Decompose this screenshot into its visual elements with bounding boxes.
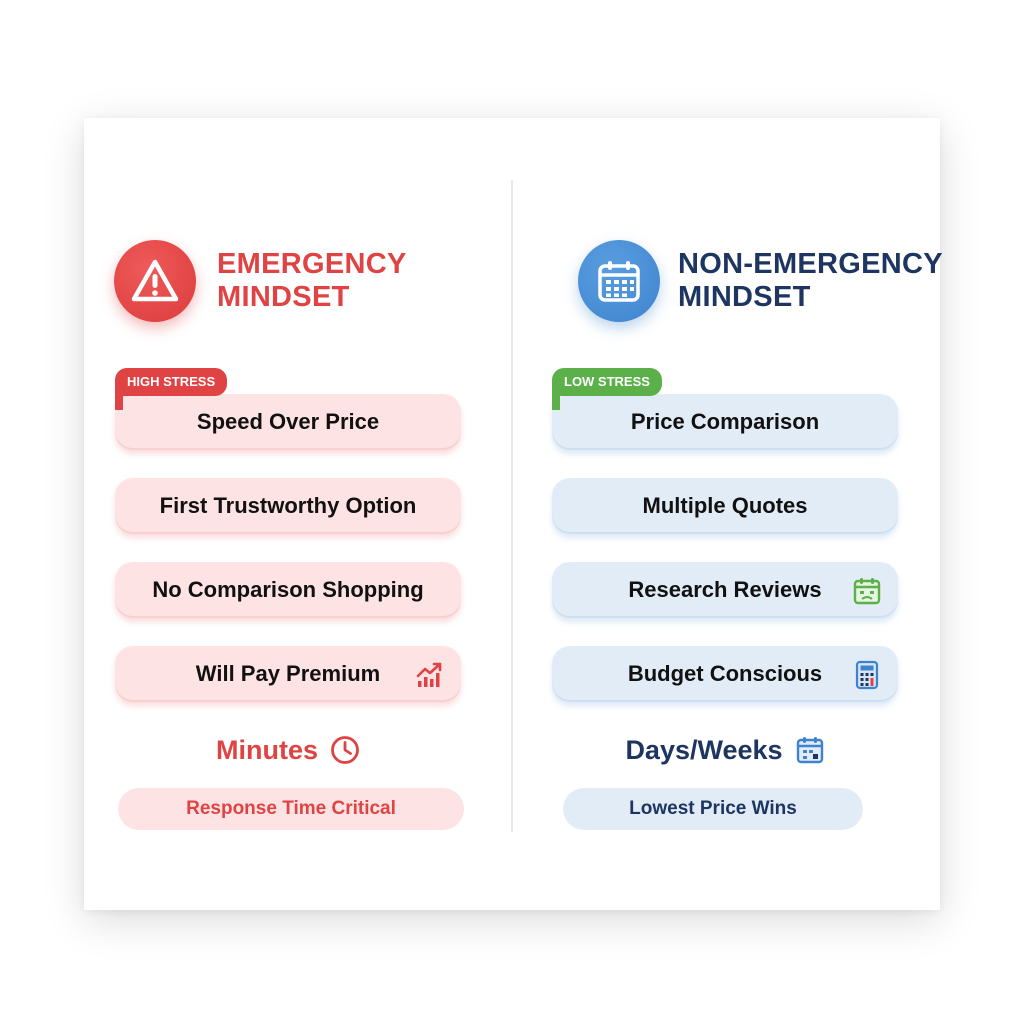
item-label: Price Comparison <box>630 409 820 434</box>
low-stress-tag: LOW STRESS <box>552 368 662 396</box>
non-emergency-item <box>552 478 898 534</box>
item-label: First Trustworthy Option <box>159 493 417 518</box>
item-label: No Comparison Shopping <box>152 577 424 602</box>
trending-up-icon <box>415 660 445 690</box>
item-label: Will Pay Premium <box>195 661 381 686</box>
review-calendar-icon <box>852 576 882 606</box>
calendar-icon <box>795 735 825 765</box>
non-emergency-item <box>552 646 898 702</box>
item-label: Multiple Quotes <box>642 493 808 518</box>
high-stress-tag: HIGH STRESS <box>115 368 227 396</box>
non-emergency-title: NON-EMERGENCY MINDSET <box>678 248 943 313</box>
non-emergency-item <box>552 562 898 618</box>
warning-icon <box>114 240 196 322</box>
item-label: Speed Over Price <box>196 409 380 434</box>
comparison-card <box>84 118 943 910</box>
emergency-item <box>115 394 461 450</box>
emergency-title: EMERGENCY MINDSET <box>217 248 407 313</box>
emergency-footer: Response Time Critical <box>118 788 464 830</box>
calendar-icon <box>578 240 660 322</box>
non-emergency-timeframe <box>552 730 898 770</box>
item-label: Budget Conscious <box>627 661 823 686</box>
non-emergency-item <box>552 394 898 450</box>
emergency-item <box>115 646 461 702</box>
calculator-icon <box>852 660 882 690</box>
non-emergency-footer: Lowest Price Wins <box>563 788 863 830</box>
emergency-column <box>112 118 472 910</box>
emergency-item <box>115 562 461 618</box>
emergency-item <box>115 478 461 534</box>
timeframe-label: Minutes <box>215 734 318 765</box>
emergency-timeframe <box>115 730 461 770</box>
item-label: Research Reviews <box>628 577 822 602</box>
non-emergency-column <box>549 118 943 910</box>
timeframe-label: Days/Weeks <box>625 734 783 765</box>
clock-icon <box>330 735 360 765</box>
column-divider <box>511 180 513 832</box>
